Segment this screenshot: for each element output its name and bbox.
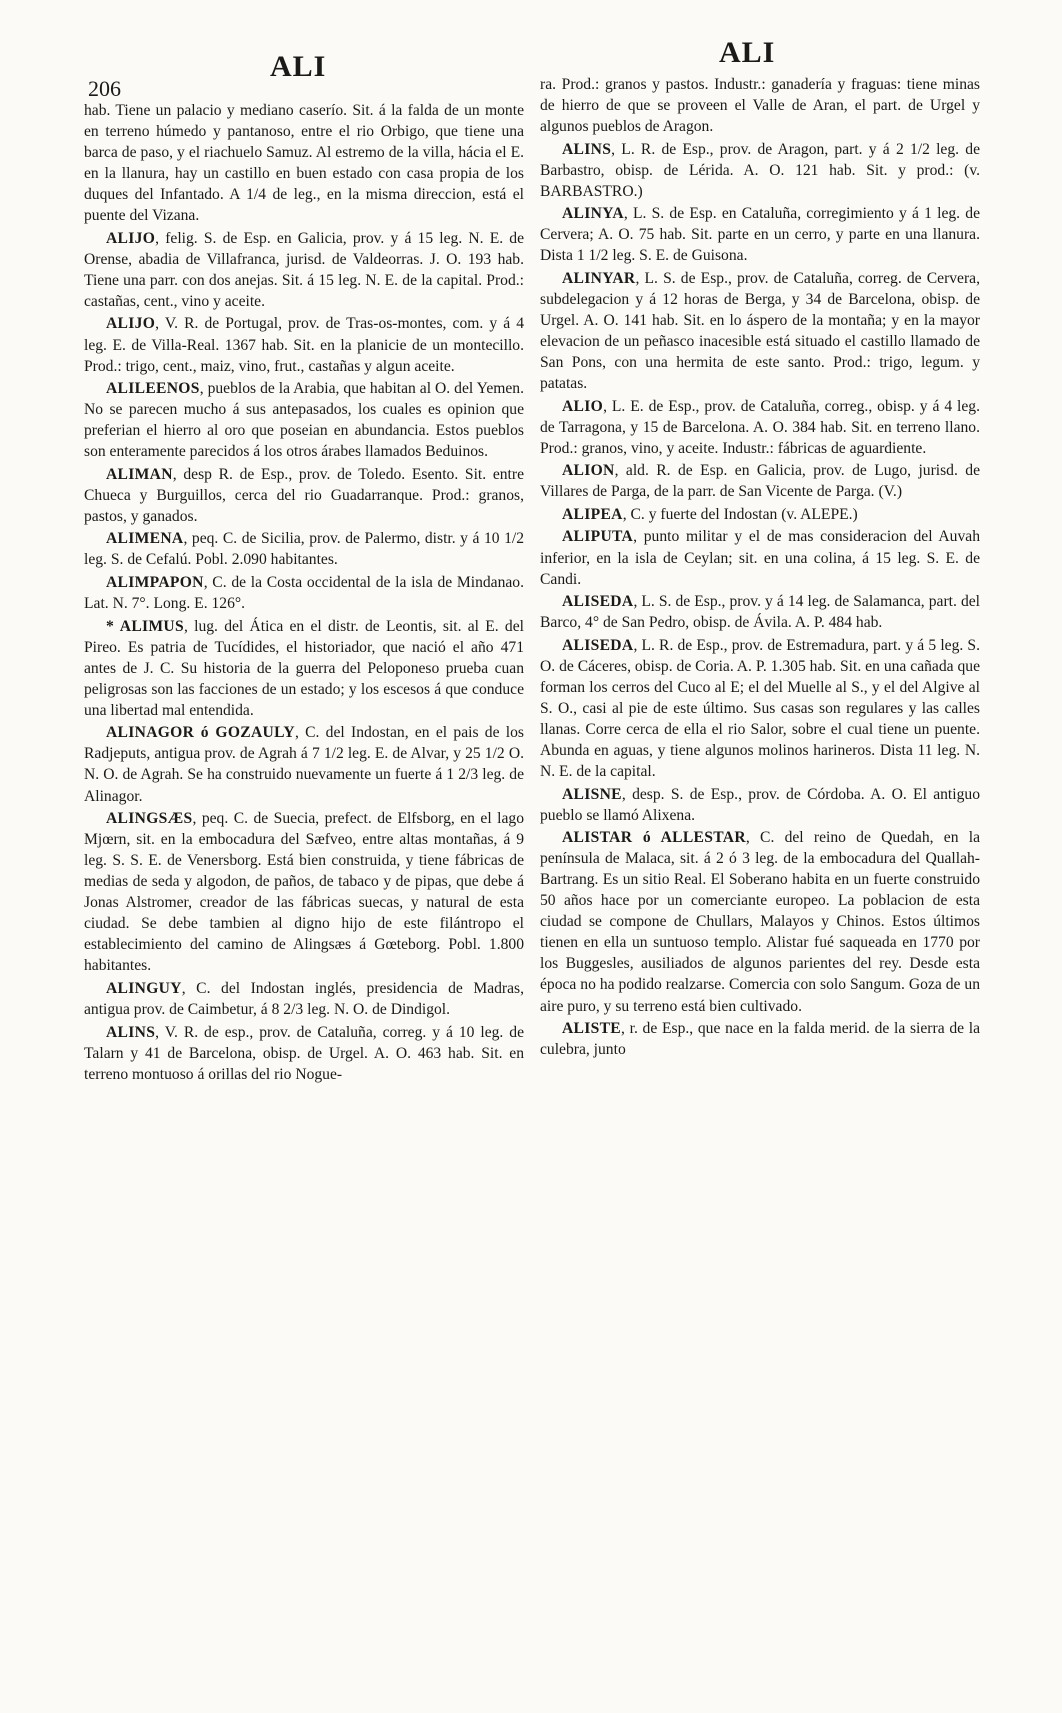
entry-text: , desp. S. de Esp., prov. de Córdoba. A. O. El antiguo pueblo se llamó Alixena. [540,785,980,824]
entry-text: , ald. R. de Esp. en Galicia, prov. de Lugo, jurisd. de Villares de Parga, de la parr. de San Vicente de Parga. (V.) [540,462,980,501]
page-number: 206 [88,76,121,101]
dictionary-entry [84,100,524,226]
dictionary-entry [540,591,980,633]
dictionary-entry [540,526,980,589]
entry-headword: ALISTE [562,1020,622,1038]
entry-headword: ALISTAR ó ALLESTAR [562,829,746,847]
dictionary-entry [84,722,524,806]
right-column [540,74,980,1062]
entry-text: , L. S. de Esp., prov. y á 14 leg. de Salamanca, part. del Barco, 4° de San Pedro, obisp. de Ávila. A. P. 484 hab. [540,593,980,632]
entry-text: , C. del Indostan inglés, presidencia de Madras, antigua prov. de Caimbetur, á 8 2/3 leg. N. O. de Dindigol. [84,979,524,1018]
entry-text: , V. R. de esp., prov. de Cataluña, correg. y á 10 leg. de Talarn y 41 de Barcelona, obisp. de Urgel. A. O. 463 hab. Sit. en terreno montuoso á orillas del rio Nogue- [84,1023,524,1083]
dictionary-entry [84,464,524,527]
entry-text: , L. S. de Esp. en Cataluña, corregimiento y á 1 leg. de Cervera; A. O. 75 hab. Sit. parte en un cerro, y parte en una llanura. Dista 1 1/2 leg. S. E. de Guisona. [540,205,980,265]
entry-text: , felig. S. de Esp. en Galicia, prov. y á 15 leg. N. E. de Orense, abadia de Villafranca, jurisd. de Valdeorras. J. O. 193 hab. Tiene una parr. con dos anejas. Sit. á 15 leg. N. E. de la capital. Prod.: castañas, cent., vino y aceite. [84,229,524,310]
dictionary-entry [540,460,980,502]
entry-headword: ALION [562,462,615,480]
entry-text: , V. R. de Portugal, prov. de Tras-os-montes, com. y á 4 leg. E. de Villa-Real. 1367 hab. Sit. en la planicie de un montecillo. Prod.: trigo, cent., maiz, vino, frut., castañas y algun aceite. [84,315,524,375]
entry-text: , punto militar y el de mas consideracion del Auvah inferior, en la isla de Ceylan; sit. en una colina, á 15 leg. S. E. de Candi. [540,528,980,588]
entry-text: , C. y fuerte del Indostan (v. ALEPE.) [622,505,858,523]
entry-text: , lug. del Ática en el distr. de Leontis, sit. al E. del Pireo. Es patria de Tucídides, el historiador, que nació el año 471 antes de J. C. Su historia de la guerra del Peloponeso prueba cuan peligrosas son las facciones de un estado; y los escesos á que conduce una libertad mal entendida. [84,617,524,719]
entry-headword: ALILEENOS [106,380,200,398]
left-column [84,100,524,1086]
dictionary-entry [540,203,980,266]
entry-headword: ALISNE [562,785,622,803]
entry-headword: ALINYA [562,205,624,223]
dictionary-entry [540,268,980,394]
entry-text: , L. R. de Esp., prov. de Aragon, part. y á 2 1/2 leg. de Barbastro, obisp. de Lérida. A. O. 121 hab. Sit. y prod.: (v. BARBASTRO.) [540,140,980,200]
entry-headword: ALINS [562,140,612,158]
entry-headword: ALIPEA [562,505,623,523]
dictionary-entry [84,978,524,1020]
entry-text: hab. Tiene un palacio y mediano caserío. Sit. á la falda de un monte en terreno húmedo y pantanoso, entre el rio Orbigo, que tiene una barca de paso, y el riachuelo Samuz. Al estremo de la villa, hácia el E. en la llanura, hay un castillo en buen estado con casa propia de los duques del Infantado. A 1/4 de leg., en la misma direccion, está el puente del Vizana. [84,102,524,225]
dictionary-entry [540,139,980,202]
dictionary-entry [84,572,524,614]
dictionary-entry [84,228,524,312]
dictionary-entry [540,396,980,459]
entry-text: , pueblos de la Arabia, que habitan al O. del Yemen. No se parecen mucho á sus antepasados, los cuales es opinion que preferian el hierro al oro que poseian en abundancia. Estos pueblos son enteramente parecidos á los otros árabes llamados Beduinos. [84,380,524,461]
entry-text: , peq. C. de Suecia, prefect. de Elfsborg, en el lago Mjœrn, sit. en la embocadura del Sæfveo, entre altas montañas, á 9 leg. S. S. E. de Venersborg. Está bien construida, y tiene fábricas de medias de seda y algodon, de paños, de tabaco y de pipas, que debe á Jonas Alstromer, creador de las fábricas suecas, y natural de esta ciudad. Se debe tambien al digno hijo de este filántropo el establecimiento del camino de Alingsæs á Gœteborg. Pobl. 1.800 habitantes. [84,810,524,975]
entry-headword: ALISEDA [562,636,634,654]
entry-headword: ALINS [106,1023,156,1041]
dictionary-entry [84,313,524,376]
entry-headword: * ALIMUS [106,617,184,635]
entry-text: , desp R. de Esp., prov. de Toledo. Esento. Sit. entre Chueca y Burguillos, cerca del rio Guadarranque. Prod.: granos, pastos, y ganados. [84,465,524,525]
dictionary-entry [540,504,980,525]
entry-text: , peq. C. de Sicilia, prov. de Palermo, distr. y á 10 1/2 leg. S. de Cefalú. Pobl. 2.090 habitantes. [84,530,524,569]
entry-headword: ALIJO [106,315,156,333]
entry-headword: ALIMPAPON [106,574,204,592]
dictionary-entry [84,378,524,462]
entry-text: , L. S. de Esp., prov. de Cataluña, correg. de Cervera, subdelegacion y á 12 horas de Berga, y 34 de Barcelona, obisp. de Urgel. A. O. 141 hab. Sit. en lo áspero de la montaña; y en la mayor elevacion de un peñasco inacesible está situado el castillo llamado de San Pons, con una hermita de este santo. Prod.: trigo, legum. y patatas. [540,269,980,393]
dictionary-entry [540,827,980,1016]
entry-headword: ALINGUY [106,979,182,997]
entry-headword: ALISEDA [562,593,634,611]
entry-text: , L. R. de Esp., prov. de Estremadura, part. y á 5 leg. S. O. de Cáceres, obisp. de Coria. A. P. 1.305 hab. Sit. en una cañada que forman los cerros del Cuco al E; el del Muelle al S., y el del Algive al S. O., casi al pie de este último. Sus casas son regulares y las calles llanas. Corre cerca de ella el rio Salor, sobre el cual tiene un puente. Abunda en aguas, y tiene algunos molinos harineros. Dista 11 leg. N. N. E. de la capital. [540,636,980,780]
entry-text: , L. E. de Esp., prov. de Cataluña, correg., obisp. y á 4 leg. de Tarragona, y 15 de Barcelona. A. O. 384 hab. Sit. en terreno llano. Prod.: granos, vino, y aceite. Industr.: fábricas de aguardiente. [540,397,980,457]
dictionary-entry [84,616,524,721]
entry-text: , C. del Indostan, en el pais de los Radjeputs, antigua prov. de Agrah á 7 1/2 leg. E. de Alvar, y 25 1/2 O. N. O. de Agrah. Se ha construido nuevamente un fuerte á 1 2/3 leg. de Alinagor. [84,724,524,805]
dictionary-entry [540,635,980,782]
entry-headword: ALIMAN [106,465,173,483]
entry-headword: ALIPUTA [562,528,634,546]
dictionary-entry [540,1018,980,1060]
dictionary-entry [84,528,524,570]
entry-text: , r. de Esp., que nace en la falda merid. de la sierra de la culebra, junto [540,1020,980,1059]
entry-text: , C. del reino de Quedah, en la península de Malaca, sit. á 2 ó 3 leg. de la embocadura del Quallah-Bartrang. Es un sitio Real. El Soberano habita en un fuerte construido 50 años hace por un comerciante europeo. La poblacion de esta ciudad se compone de Chullars, Malayos y Chinos. Estos últimos tienen en ella un suntuoso templo. Alistar fué saqueada en 1770 por los Buggesles, ausiliados de algunos parientes del rey. Desde esta época no ha podido realzarse. Comercia con solo Sangum. Goza de un aire puro, y su terreno está bien cultivado. [540,829,980,1015]
entry-headword: ALINYAR [562,269,636,287]
running-head-right: ALI [719,36,776,69]
entry-text: , C. de la Costa occidental de la isla de Mindanao. Lat. N. 7°. Long. E. 126°. [84,574,524,613]
entry-headword: ALINAGOR ó GOZAULY [106,724,295,742]
entry-headword: ALIJO [106,229,156,247]
entry-text: ra. Prod.: granos y pastos. Industr.: ganadería y fraguas: tiene minas de hierro de que se proveen el Valle de Aran, el part. de Urgel y algunos pueblos de Aragon. [540,76,980,136]
running-head-left: ALI [270,50,327,83]
dictionary-entry [540,784,980,826]
dictionary-entry [84,1022,524,1085]
entry-headword: ALIMENA [106,530,184,548]
dictionary-entry [84,808,524,976]
entry-headword: ALINGSÆS [106,810,193,828]
dictionary-entry [540,74,980,137]
entry-headword: ALIO [562,397,604,415]
